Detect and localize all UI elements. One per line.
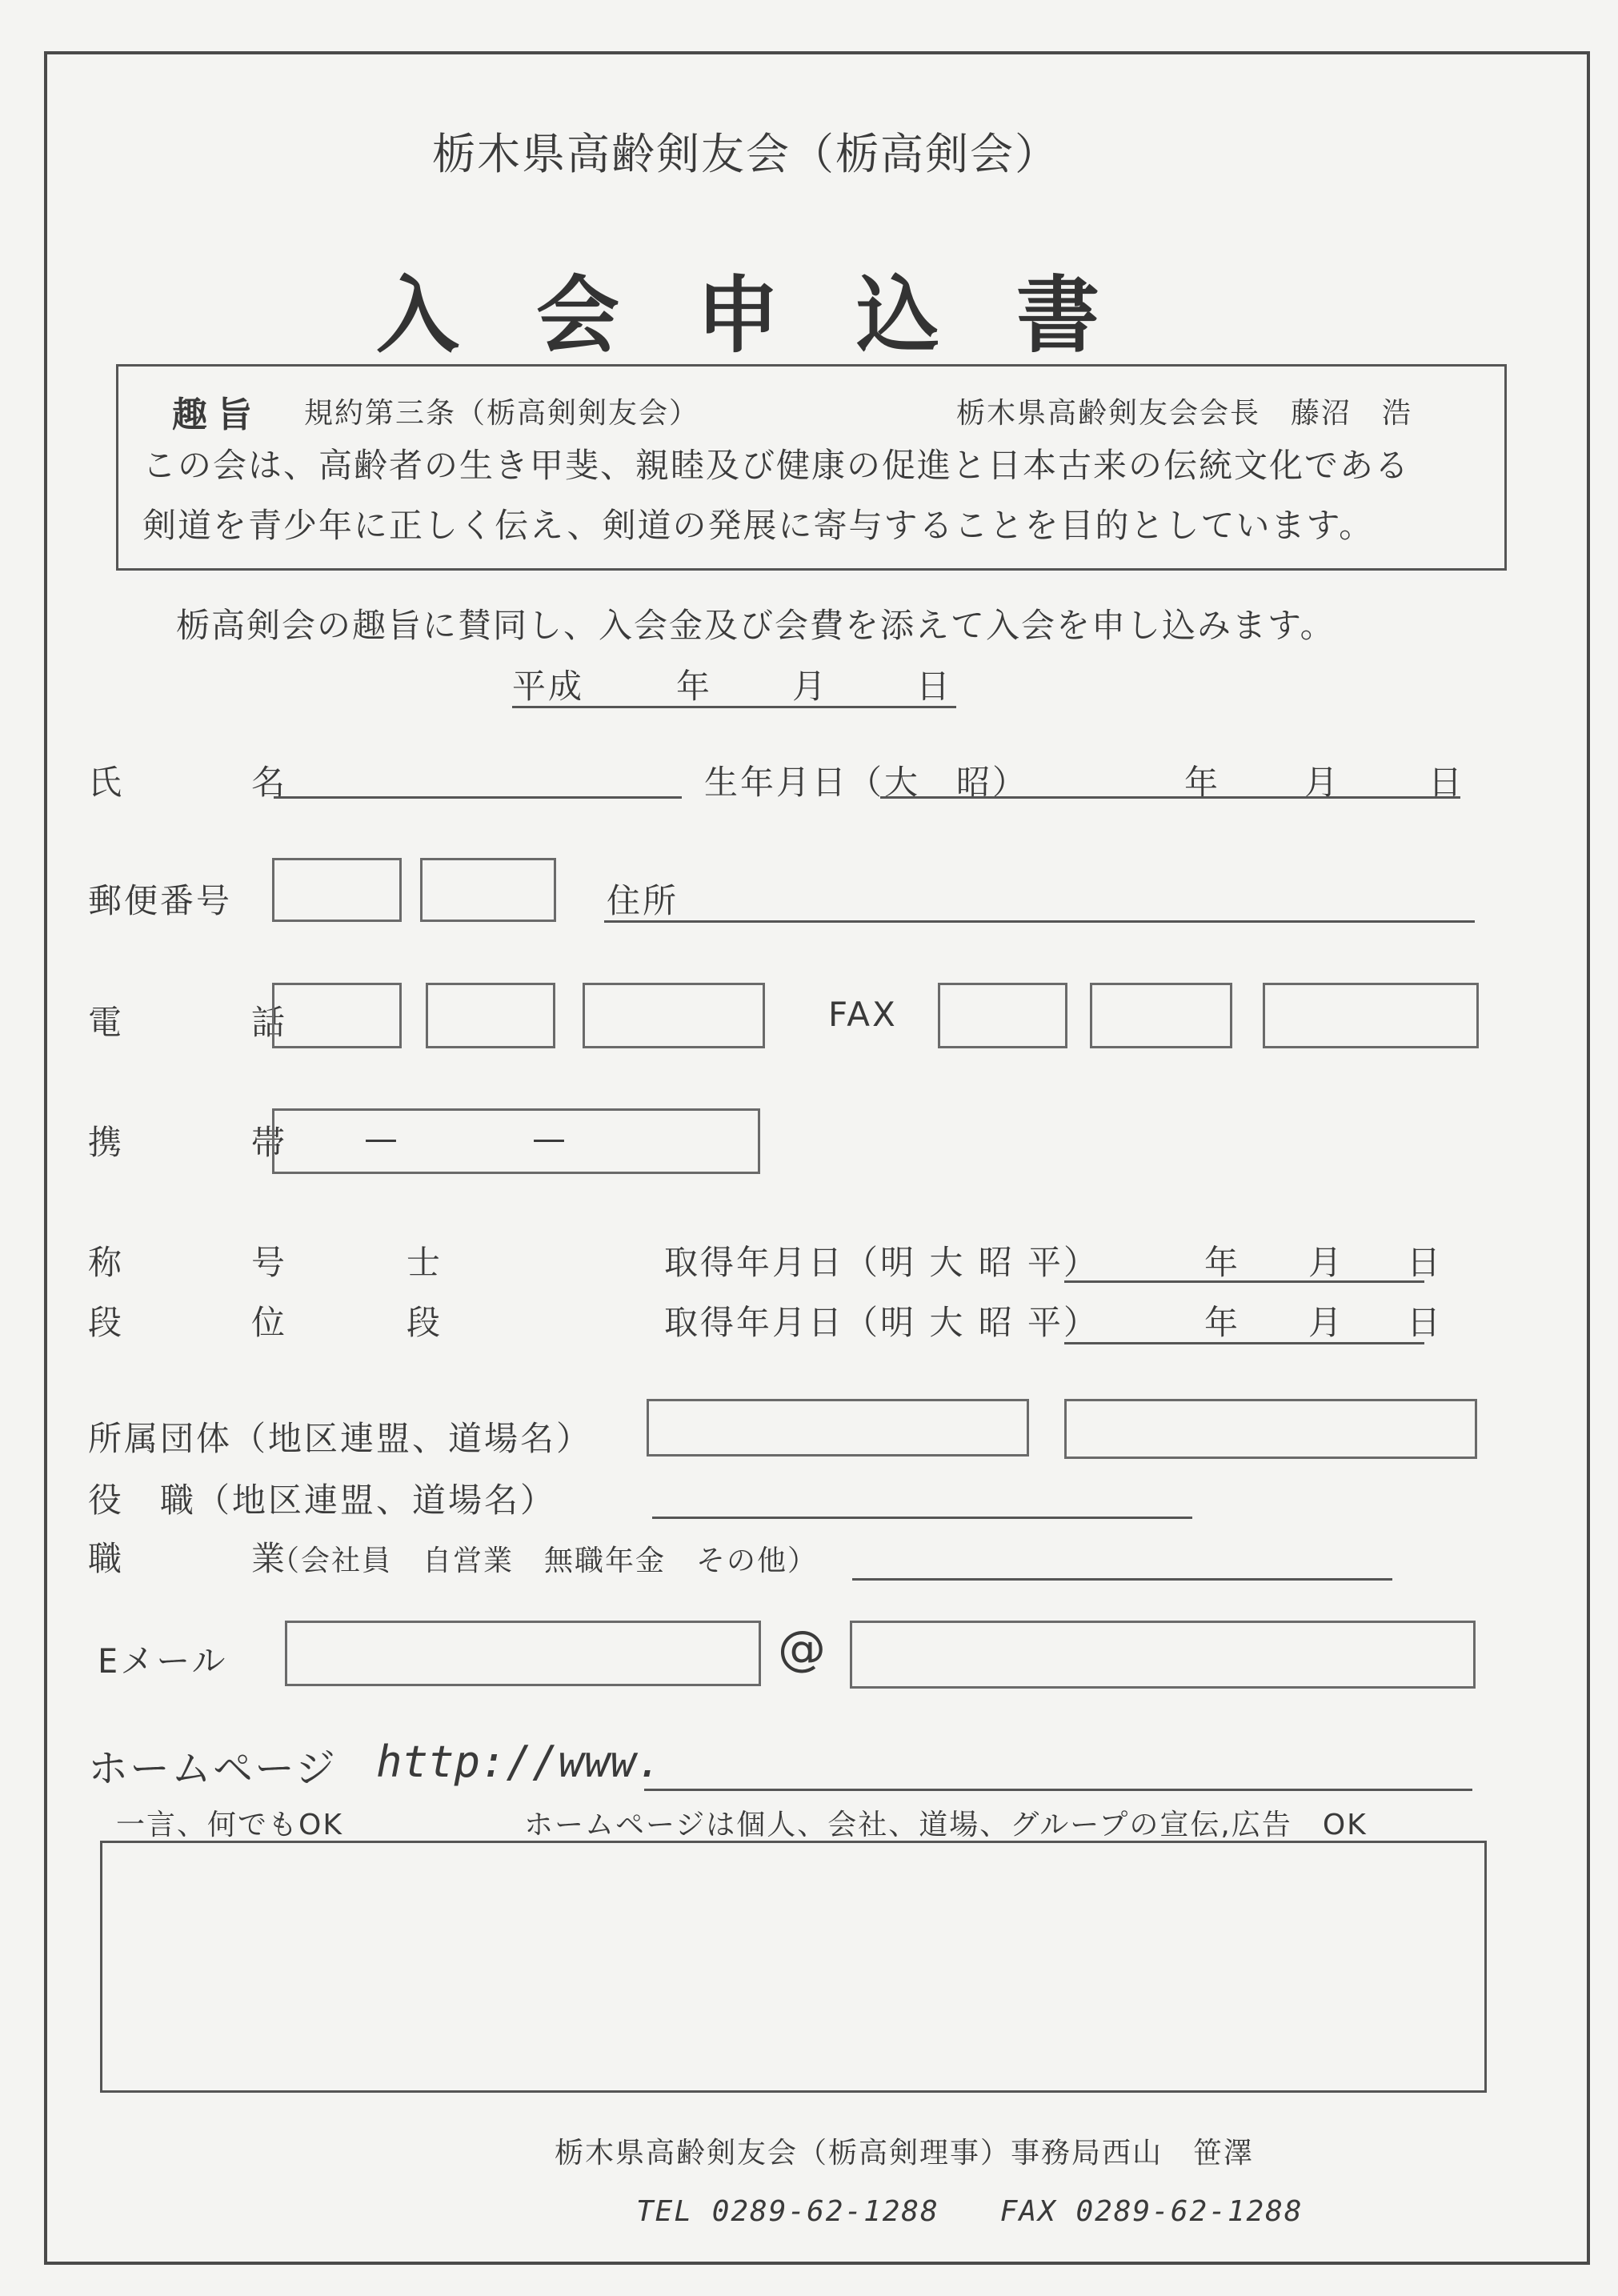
title-acquired-label: 取得年月日（明 大 昭 平） bbox=[664, 1243, 1100, 1282]
birthdate-label: 生年月日（大 昭） bbox=[704, 763, 1029, 802]
rank-label: 段 位 bbox=[88, 1303, 334, 1342]
contact-info: TEL 0289-62-1288 FAX 0289-62-1288 bbox=[636, 2195, 1304, 2228]
email-label: Eメール bbox=[98, 1641, 228, 1681]
homepage-field[interactable] bbox=[644, 1789, 1472, 1791]
rank-acquired-label: 取得年月日（明 大 昭 平） bbox=[664, 1303, 1100, 1342]
declaration-text: 栃高剣会の趣旨に賛同し、入会金及び会費を添えて入会を申し込みます。 bbox=[176, 606, 1336, 645]
rank-day-label: 日 bbox=[1407, 1303, 1444, 1342]
phone-1-input[interactable] bbox=[272, 983, 402, 1048]
at-sign: @ bbox=[778, 1621, 826, 1677]
office-info: 栃木県高齢剣友会（栃高剣理事）事務局西山 笹澤 bbox=[555, 2137, 1255, 2170]
purpose-line-1: この会は、高齢者の生き甲斐、親睦及び健康の促進と日本古来の伝統文化である bbox=[142, 446, 1411, 485]
title-label: 称 号 bbox=[88, 1243, 334, 1282]
name-field[interactable] bbox=[274, 796, 682, 799]
rank-date-field[interactable] bbox=[1064, 1342, 1424, 1344]
fax-label: FAX bbox=[828, 995, 898, 1034]
fax-1-input[interactable] bbox=[938, 983, 1067, 1048]
affiliation-label: 所属団体（地区連盟、道場名） bbox=[88, 1419, 593, 1458]
email-domain-input[interactable] bbox=[850, 1621, 1476, 1689]
postal-code-2-input[interactable] bbox=[420, 858, 556, 922]
birthdate-field[interactable] bbox=[880, 796, 1460, 799]
occupation-options: （会社員 自営業 無職年金 その他） bbox=[270, 1545, 819, 1577]
date-era: 平成 bbox=[512, 667, 585, 706]
org-name: 栃木県高齢剣友会（栃高剣会） bbox=[432, 129, 1059, 179]
position-label: 役 職（地区連盟、道場名） bbox=[88, 1481, 557, 1520]
occupation-field[interactable] bbox=[852, 1578, 1392, 1581]
address-field[interactable] bbox=[604, 920, 1475, 923]
title-year-label: 年 bbox=[1204, 1243, 1241, 1282]
position-field[interactable] bbox=[652, 1517, 1192, 1519]
homepage-prefix: http://www. bbox=[376, 1737, 663, 1787]
mobile-separator-1: — bbox=[364, 1119, 400, 1158]
mobile-separator-2: — bbox=[532, 1119, 568, 1158]
postal-code-1-input[interactable] bbox=[272, 858, 402, 922]
rank-month-label: 月 bbox=[1308, 1303, 1345, 1342]
fax-2-input[interactable] bbox=[1090, 983, 1232, 1048]
birth-year-label: 年 bbox=[1184, 763, 1221, 802]
mobile-input[interactable] bbox=[272, 1108, 760, 1174]
phone-2-input[interactable] bbox=[426, 983, 555, 1048]
date-year: 年 bbox=[676, 667, 713, 706]
email-user-input[interactable] bbox=[285, 1621, 761, 1686]
birth-day-label: 日 bbox=[1428, 763, 1465, 802]
phone-3-input[interactable] bbox=[583, 983, 765, 1048]
purpose-line-2: 剣道を青少年に正しく伝え、剣道の発展に寄与することを目的としています。 bbox=[142, 506, 1375, 545]
phone-label: 電 話 bbox=[88, 1003, 334, 1042]
postal-label: 郵便番号 bbox=[88, 881, 233, 920]
rank-suffix: 段 bbox=[407, 1303, 443, 1342]
mobile-label: 携 帯 bbox=[88, 1123, 334, 1162]
title-day-label: 日 bbox=[1407, 1243, 1444, 1282]
affiliation-2-input[interactable] bbox=[1064, 1399, 1477, 1459]
purpose-heading: 趣旨 bbox=[172, 395, 262, 435]
rule-reference: 規約第三条（栃高剣剣友会） bbox=[304, 397, 700, 430]
comment-label: 一言、何でもOK bbox=[116, 1809, 343, 1841]
title-date-field[interactable] bbox=[1064, 1280, 1424, 1283]
form-title: 入会申込書 bbox=[376, 266, 1177, 364]
date-day: 日 bbox=[916, 667, 953, 706]
title-suffix: 士 bbox=[407, 1243, 443, 1282]
date-month: 月 bbox=[792, 667, 829, 706]
affiliation-1-input[interactable] bbox=[647, 1399, 1029, 1457]
comment-textarea[interactable] bbox=[100, 1841, 1487, 2093]
name-label: 氏 名 bbox=[88, 763, 334, 802]
homepage-label: ホームページ bbox=[88, 1745, 337, 1792]
rank-year-label: 年 bbox=[1204, 1303, 1241, 1342]
fax-3-input[interactable] bbox=[1263, 983, 1479, 1048]
address-label: 住所 bbox=[607, 881, 679, 920]
president-name: 栃木県高齢剣友会会長 藤沼 浩 bbox=[956, 397, 1413, 430]
title-month-label: 月 bbox=[1308, 1243, 1345, 1282]
birth-month-label: 月 bbox=[1304, 763, 1341, 802]
occupation-label: 職 業 bbox=[88, 1539, 334, 1578]
application-date-field[interactable] bbox=[512, 706, 956, 708]
comment-note: ホームページは個人、会社、道場、グループの宣伝,広告 OK bbox=[524, 1809, 1368, 1841]
